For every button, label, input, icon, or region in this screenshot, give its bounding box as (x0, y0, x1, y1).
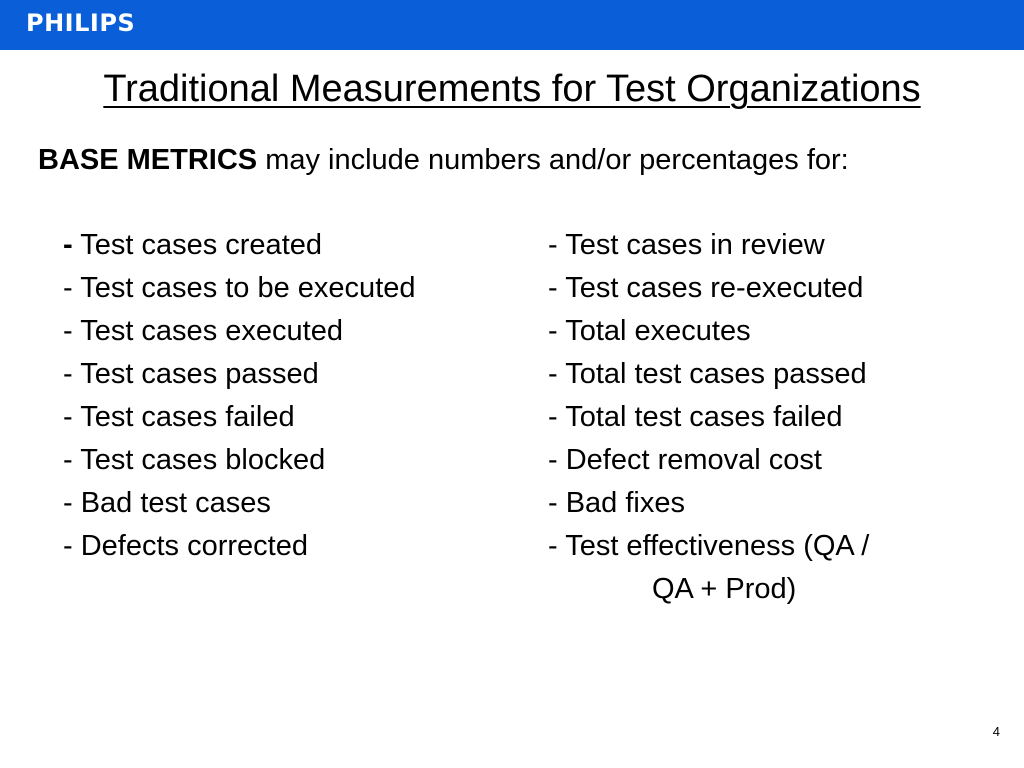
subtitle-rest: may include numbers and/or percentages for: (257, 144, 849, 176)
list-item-continuation: QA + Prod) (652, 573, 797, 605)
list-item: - Total executes (548, 315, 751, 347)
first-dash: - (63, 229, 73, 261)
list-item-text: - Test effectiveness (QA / (548, 530, 870, 562)
left-metrics-list (63, 224, 416, 568)
brand-header-bar (0, 0, 1024, 50)
list-item: - Defect removal cost (548, 444, 822, 476)
list-item: - Test cases failed (63, 401, 295, 433)
list-item: - Test cases executed (63, 315, 343, 347)
list-item: - Test cases in review (548, 229, 825, 261)
list-item: - Bad fixes (548, 487, 685, 519)
list-item: - Total test cases failed (548, 401, 843, 433)
slide-title: Traditional Measurements for Test Organizations (103, 68, 921, 110)
subtitle-bold: BASE METRICS (38, 144, 258, 176)
list-item (63, 224, 416, 267)
list-item: - Defects corrected (63, 530, 308, 562)
list-item (548, 525, 869, 611)
list-item: - Test cases blocked (63, 444, 326, 476)
list-item-text: Test cases created (80, 229, 323, 261)
list-item: - Test cases re-executed (548, 272, 864, 304)
list-item: - Test cases passed (63, 358, 319, 390)
list-item: - Test cases to be executed (63, 272, 416, 304)
right-metrics-list (548, 224, 869, 611)
page-number: 4 (992, 724, 1000, 739)
philips-logo: PHILIPS (26, 9, 136, 37)
slide-subtitle (38, 144, 849, 177)
list-item: - Bad test cases (63, 487, 271, 519)
list-item: - Total test cases passed (548, 358, 867, 390)
